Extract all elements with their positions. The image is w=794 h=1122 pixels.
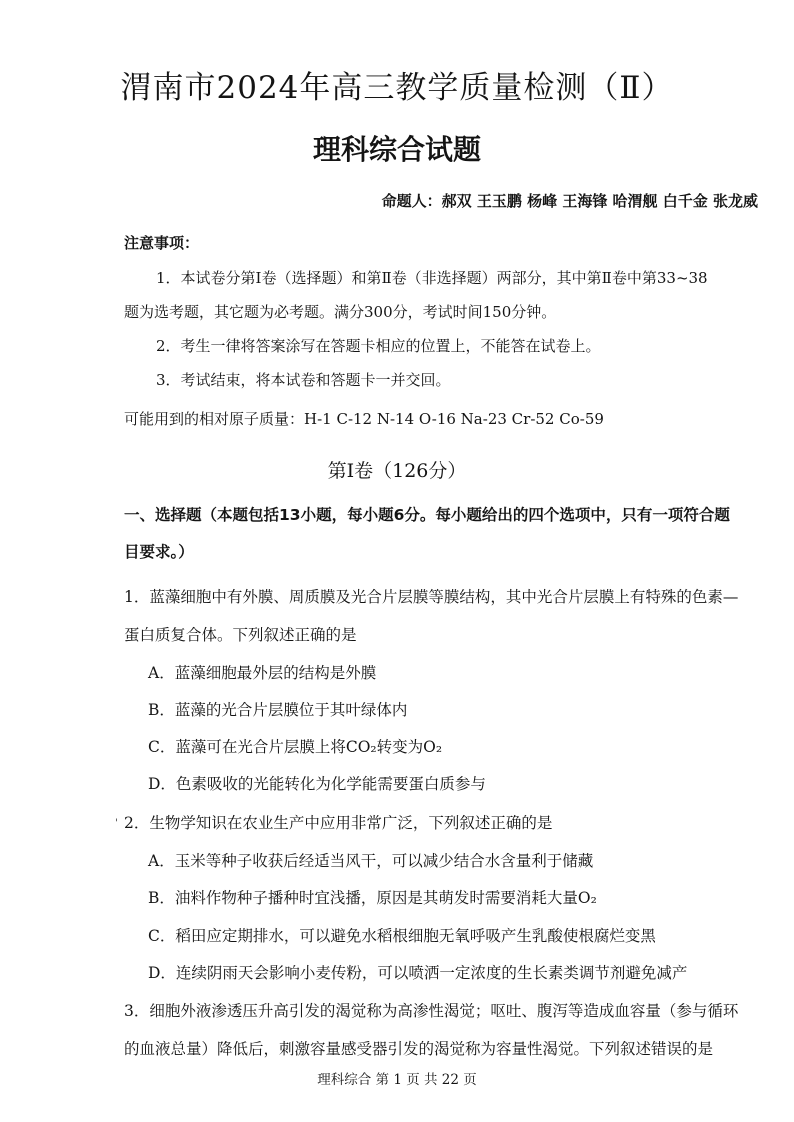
notice-heading: 注意事项： [124, 234, 200, 252]
section-heading-line-2: 目要求。） [124, 543, 194, 561]
subject-title: 理科综合试题 [312, 133, 481, 166]
question-1-option-d: D．色素吸收的光能转化为化学能需要蛋白质参与 [148, 775, 486, 793]
section-heading-line-1: 一、选择题（本题包括13小题，每小题6分。每小题给出的四个选项中，只有一项符合题 [124, 506, 730, 524]
atomic-mass-line: 可能用到的相对原子质量：H-1 C-12 N-14 O-16 Na-23 Cr-52 Co-59 [124, 410, 604, 428]
question-2-option-c: C．稻田应定期排水，可以避免水稻根细胞无氧呼吸产生乳酸使根腐烂变黑 [148, 927, 656, 945]
question-2-option-d: D．连续阴雨天会影响小麦传粉，可以喷洒一定浓度的生长素类调节剂避免减产 [148, 964, 688, 982]
part-1-title: 第Ⅰ卷（126分） [327, 460, 467, 482]
question-1-stem-line-2: 蛋白质复合体。下列叙述正确的是 [124, 626, 357, 644]
question-3-stem-line-1: 3．细胞外液渗透压升高引发的渴觉称为高渗性渴觉；呕吐、腹泻等造成血容量（参与循环 [124, 1002, 739, 1020]
stray-mark: ' [115, 818, 118, 829]
question-2-option-a: A．玉米等种子收获后经适当风干，可以减少结合水含量利于储藏 [148, 852, 594, 870]
notice-item-2: 2．考生一律将答案涂写在答题卡相应的位置上，不能答在试卷上。 [156, 337, 601, 355]
notice-item-1-line-1: 1．本试卷分第Ⅰ卷（选择题）和第Ⅱ卷（非选择题）两部分，其中第Ⅱ卷中第33~38 [156, 269, 708, 287]
question-1-option-c: C．蓝藻可在光合片层膜上将CO₂转变为O₂ [148, 738, 443, 756]
question-1-option-a: A．蓝藻细胞最外层的结构是外膜 [148, 664, 377, 682]
question-2-option-b: B．油料作物种子播种时宜浅播，原因是其萌发时需要消耗大量O₂ [148, 889, 597, 907]
authors-line: 命题人：郝双 王玉鹏 杨峰 王海锋 哈渭舰 白千金 张龙威 [381, 192, 758, 210]
page-title: 渭南市2024年高三教学质量检测（Ⅱ） [120, 70, 674, 106]
notice-item-1-line-2: 题为选考题，其它题为必考题。满分300分，考试时间150分钟。 [124, 303, 557, 321]
question-1-stem-line-1: 1．蓝藻细胞中有外膜、周质膜及光合片层膜等膜结构，其中光合片层膜上有特殊的色素— [124, 588, 739, 606]
page-footer: 理科综合 第 1 页 共 22 页 [317, 1072, 477, 1088]
question-3-stem-line-2: 的血液总量）降低后，刺激容量感受器引发的渴觉称为容量性渴觉。下列叙述错误的是 [124, 1040, 714, 1058]
question-2-stem: 2．生物学知识在农业生产中应用非常广泛，下列叙述正确的是 [124, 814, 553, 832]
question-1-option-b: B．蓝藻的光合片层膜位于其叶绿体内 [148, 701, 408, 719]
notice-item-3: 3．考试结束，将本试卷和答题卡一并交回。 [156, 371, 451, 389]
